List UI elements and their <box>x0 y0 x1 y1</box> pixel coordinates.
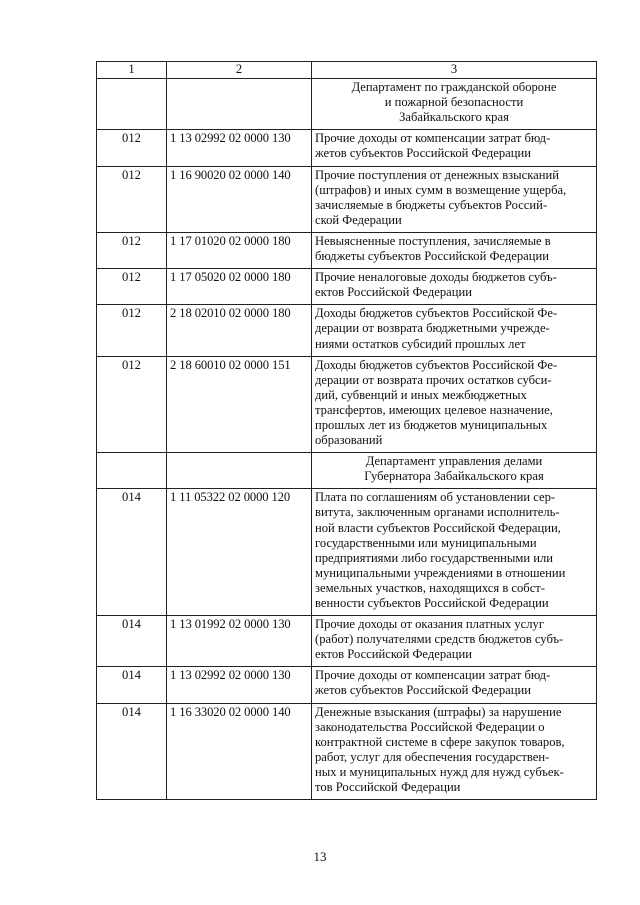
description-line: жетов субъектов Российской Федерации <box>315 146 531 161</box>
department-name-line: Забайкальского края <box>399 110 509 125</box>
description-line: Прочие неналоговые доходы бюджетов субъ- <box>315 270 557 285</box>
department-name-line: Департамент по гражданской обороне <box>351 80 557 95</box>
description-line: Прочие доходы от компенсации затрат бюд- <box>315 131 551 146</box>
table-row <box>97 269 597 305</box>
table-row <box>97 166 597 232</box>
description-line: прошлых лет из бюджетов муниципальных <box>315 417 548 432</box>
description-line: законодательства Российской Федерации о <box>315 719 545 734</box>
description-line: витута, заключенным органами исполнитель- <box>315 505 560 520</box>
description-line: Прочие доходы от оказания платных услуг <box>315 617 544 632</box>
revenue-classification-code: 1 13 02992 02 0000 130 <box>167 667 312 703</box>
empty-cell <box>97 79 167 130</box>
revenue-classification-code: 1 17 05020 02 0000 180 <box>167 269 312 305</box>
description-line: Невыясненные поступления, зачисляемые в <box>315 233 551 248</box>
department-name-line: и пожарной безопасности <box>384 95 524 110</box>
description-line: ектов Российской Федерации <box>315 285 472 300</box>
revenue-description <box>312 269 597 305</box>
department-name-line: Губернатора Забайкальского края <box>364 469 544 484</box>
department-header-row <box>97 79 597 130</box>
description-line: ных и муниципальных нужд для нужд субъек- <box>315 764 564 779</box>
revenue-description <box>312 232 597 268</box>
revenue-classification-code: 2 18 02010 02 0000 180 <box>167 305 312 356</box>
description-line: дерации от возврата прочих остатков субси- <box>315 372 552 387</box>
administrator-code: 012 <box>97 305 167 356</box>
description-line: предприятиями либо государственными или <box>315 550 554 565</box>
department-name <box>312 453 597 489</box>
table-row <box>97 667 597 703</box>
description-line: венности субъектов Российской Федерации <box>315 596 549 610</box>
revenue-classification-code: 1 11 05322 02 0000 120 <box>167 489 312 616</box>
administrator-code: 014 <box>97 616 167 667</box>
revenue-description <box>312 166 597 232</box>
description-line: Денежные взыскания (штрафы) за нарушение <box>315 704 562 719</box>
description-line: Доходы бюджетов субъектов Российской Фе- <box>315 306 558 321</box>
description-line: жетов субъектов Российской Федерации <box>315 683 531 698</box>
empty-cell <box>97 453 167 489</box>
page-number: 13 <box>313 849 327 864</box>
description-line: земельных участков, находящихся в собст- <box>315 580 545 595</box>
description-line: образований <box>315 433 383 448</box>
revenue-description <box>312 616 597 667</box>
description-line: Плата по соглашениям об установлении сер- <box>315 490 556 505</box>
table-row <box>97 130 597 166</box>
administrator-code: 014 <box>97 703 167 800</box>
table-body <box>97 79 597 800</box>
revenue-description <box>312 703 597 800</box>
empty-cell <box>167 79 312 130</box>
description-line: государственными или муниципальными <box>315 535 537 550</box>
description-line: тов Российской Федерации <box>315 780 461 795</box>
description-line: работ, услуг для обеспечения государствен- <box>315 749 550 764</box>
description-line: ниями остатков субсидий прошлых лет <box>315 336 526 351</box>
revenue-classification-code: 1 17 01020 02 0000 180 <box>167 232 312 268</box>
department-name-line: Департамент управления делами <box>365 454 543 469</box>
description-line: дерации от возврата бюджетными учрежде- <box>315 321 550 336</box>
administrator-code: 012 <box>97 130 167 166</box>
description-line: ектов Российской Федерации <box>315 647 472 662</box>
revenue-description <box>312 356 597 453</box>
administrator-code: 014 <box>97 667 167 703</box>
description-line: (работ) получателями средств бюджетов субъ- <box>315 632 564 647</box>
description-line: зачисляемые в бюджеты субъектов Россий- <box>315 197 548 212</box>
table-row <box>97 703 597 800</box>
revenue-classification-code: 1 16 33020 02 0000 140 <box>167 703 312 800</box>
administrator-code: 012 <box>97 356 167 453</box>
administrator-code: 012 <box>97 166 167 232</box>
column-number-2: 2 <box>167 62 312 79</box>
table-row <box>97 356 597 453</box>
description-line: (штрафов) и иных сумм в возмещение ущерба, <box>315 182 567 197</box>
department-name <box>312 79 597 130</box>
revenue-classification-code: 1 13 02992 02 0000 130 <box>167 130 312 166</box>
table-row <box>97 489 597 616</box>
revenue-description <box>312 489 597 616</box>
description-line: ной власти субъектов Российской Федерации, <box>315 520 561 535</box>
description-line: контрактной системе в сфере закупок товаров, <box>315 734 565 749</box>
table-row <box>97 616 597 667</box>
revenue-classification-code: 2 18 60010 02 0000 151 <box>167 356 312 453</box>
description-line: дий, субвенций и иных межбюджетных <box>315 387 527 402</box>
table-row <box>97 305 597 356</box>
administrator-code: 012 <box>97 269 167 305</box>
column-number-row <box>97 62 597 79</box>
revenue-description <box>312 305 597 356</box>
administrator-code: 014 <box>97 489 167 616</box>
description-line: бюджеты субъектов Российской Федерации <box>315 249 549 264</box>
revenue-description <box>312 130 597 166</box>
revenue-classification-code: 1 16 90020 02 0000 140 <box>167 166 312 232</box>
empty-cell <box>167 453 312 489</box>
description-line: муниципальными учреждениями в отношении <box>315 565 566 580</box>
description-line: Прочие доходы от компенсации затрат бюд- <box>315 668 551 683</box>
description-line: Прочие поступления от денежных взысканий <box>315 167 559 182</box>
description-line: трансфертов, имеющих целевое назначение, <box>315 402 553 417</box>
table-row <box>97 232 597 268</box>
description-line: ской Федерации <box>315 212 402 227</box>
column-number-1: 1 <box>97 62 167 79</box>
description-line: Доходы бюджетов субъектов Российской Фе- <box>315 357 558 372</box>
revenue-description <box>312 667 597 703</box>
department-header-row <box>97 453 597 489</box>
revenue-classification-code: 1 13 01992 02 0000 130 <box>167 616 312 667</box>
column-number-3: 3 <box>312 62 597 79</box>
revenue-codes-table <box>96 61 597 800</box>
administrator-code: 012 <box>97 232 167 268</box>
